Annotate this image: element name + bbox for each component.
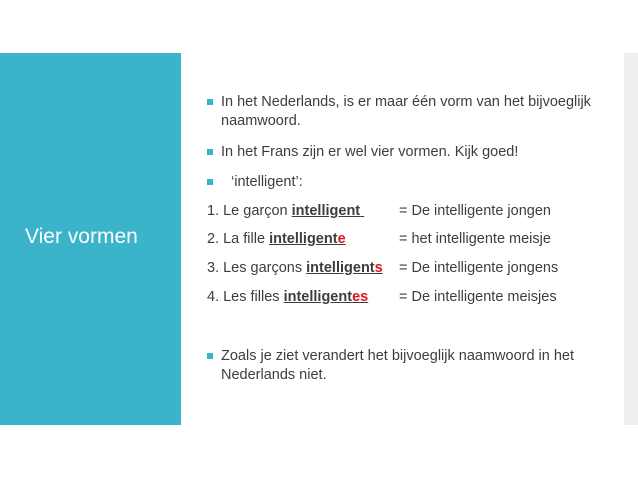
dutch-translation: = De intelligente jongen (399, 203, 551, 219)
bullet-text: Zoals je ziet verandert het bijvoeglijk naamwoord in het Nederlands niet. (221, 348, 575, 383)
adjective-ending: e (337, 231, 346, 247)
french-example (207, 202, 364, 221)
bullet-item (207, 173, 303, 192)
dutch-translation: = het intelligente meisje (399, 231, 551, 247)
example-prefix: 1. Le garçon (207, 203, 292, 219)
square-bullet-icon (207, 149, 213, 155)
adjective-trailing (360, 203, 364, 219)
adjective-stem: intelligent (269, 231, 338, 247)
bullet-text: ‘intelligent’: (231, 174, 303, 190)
adjective-stem: intelligent (306, 260, 375, 276)
bullet-text: In het Nederlands, is er maar één vorm van het bijvoeglijk naamwoord. (221, 94, 591, 129)
square-bullet-icon (207, 99, 213, 105)
adjective (292, 203, 365, 219)
square-bullet-icon (207, 353, 213, 359)
adjective-stem: intelligent (283, 289, 353, 305)
bullet-item (207, 93, 612, 131)
example-prefix: 2. La fille (207, 231, 270, 247)
example-prefix: 4. Les filles (207, 289, 284, 305)
example-prefix: 3. Les garçons (207, 260, 307, 276)
dutch-translation: = De intelligente meisjes (399, 289, 557, 305)
adjective-ending: es (352, 289, 369, 305)
adjective (306, 260, 383, 276)
bullet-item (207, 143, 518, 162)
dutch-translation: = De intelligente jongens (399, 260, 559, 276)
square-bullet-icon (207, 179, 213, 185)
adjective (284, 289, 369, 305)
french-example (207, 288, 368, 307)
right-side-strip (624, 53, 638, 425)
slide-title: Vier vormen (25, 225, 138, 248)
bullet-text: In het Frans zijn er wel vier vormen. Kijk goed! (221, 144, 519, 160)
adjective-ending: s (374, 260, 383, 276)
bullet-item (207, 347, 612, 385)
french-example (207, 259, 383, 278)
adjective (269, 231, 346, 247)
french-example (207, 230, 346, 249)
adjective-stem: intelligent (291, 203, 361, 219)
